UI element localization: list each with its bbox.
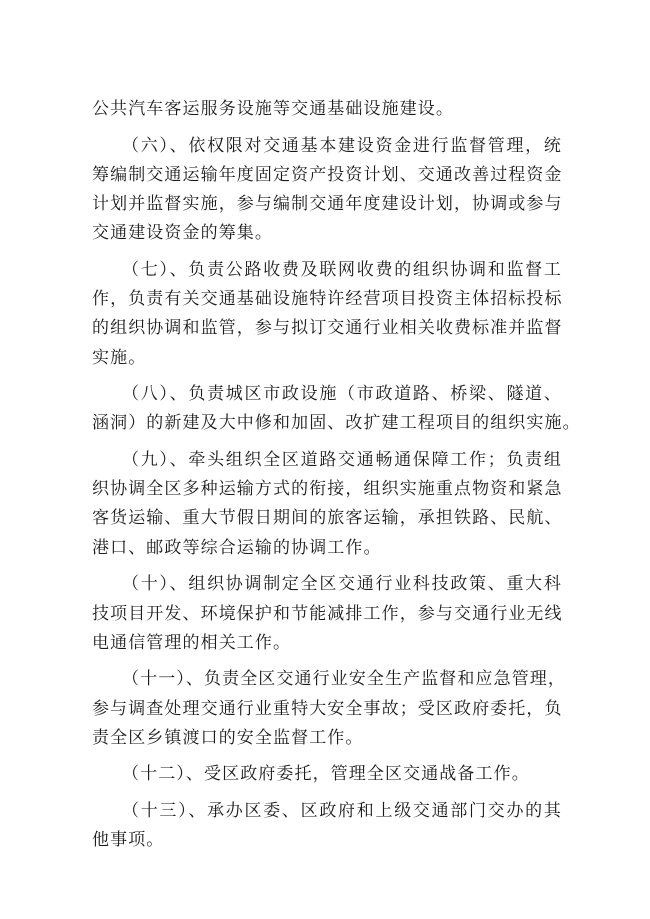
- text-line: （十一）、负责全区交通行业安全生产监督和应急管理，: [122, 669, 566, 690]
- paragraph: [92, 446, 562, 563]
- text-line: 作，负责有关交通基础设施特许经营项目投资主体招标投标: [92, 289, 563, 310]
- text-line: 参与调查处理交通行业重特大安全事故；受区政府委托，负: [92, 698, 563, 719]
- paragraph: [92, 256, 562, 373]
- text-line: 港口、邮政等综合运输的协调工作。: [92, 537, 382, 558]
- document-page: [92, 95, 581, 856]
- paragraph: [92, 132, 562, 249]
- text-line: 交通建设资金的筹集。: [92, 223, 273, 244]
- text-line: 公共汽车客运服务设施等交通基础设施建设。: [92, 99, 454, 119]
- paragraph: [92, 665, 566, 753]
- text-line: 电通信管理的相关工作。: [92, 632, 292, 653]
- text-line: 技项目开发、环境保护和节能减排工作，参与交通行业无线: [92, 603, 563, 624]
- text-line: 实施。: [92, 347, 147, 368]
- text-line: （十二）、受区政府委托，管理全区交通战备工作。: [122, 764, 530, 785]
- text-line: （七）、负责公路收费及联网收费的组织协调和监督工: [122, 259, 562, 280]
- text-line: 客货运输、重大节假日期间的旅客运输，承担铁路、民航、: [92, 508, 563, 529]
- text-line: 的组织协调和监管，参与拟订交通行业相关收费标准并监督: [92, 318, 563, 339]
- paragraph: [92, 570, 562, 658]
- text-line: （十三）、承办区委、区政府和上级交通部门交办的其: [122, 801, 562, 822]
- text-line: （十）、组织协调制定全区交通行业科技政策、重大科: [122, 574, 562, 595]
- text-line: 计划并监督实施，参与编制交通年度建设计划，协调或参与: [92, 194, 563, 215]
- paragraph: [92, 380, 581, 438]
- text-line: （九）、牵头组织全区道路交通畅通保障工作；负责组: [122, 450, 562, 471]
- paragraph: [92, 760, 562, 789]
- text-line: （六）、依权限对交通基本建设资金进行监督管理，统: [122, 135, 562, 156]
- text-line: 他事项。: [92, 830, 165, 851]
- paragraph: [92, 95, 562, 124]
- text-line: 筹编制交通运输年度固定资产投资计划、交通改善过程资金: [92, 164, 563, 185]
- text-line: 涵洞）的新建及大中修和加固、改扩建工程项目的组织实施。: [92, 413, 581, 434]
- paragraph: [92, 797, 562, 855]
- text-line: 责全区乡镇渡口的安全监督工作。: [92, 727, 364, 748]
- text-line: （八）、负责城区市政设施（市政道路、桥梁、隧道、: [122, 384, 562, 405]
- text-line: 织协调全区多种运输方式的衔接，组织实施重点物资和紧急: [92, 479, 563, 500]
